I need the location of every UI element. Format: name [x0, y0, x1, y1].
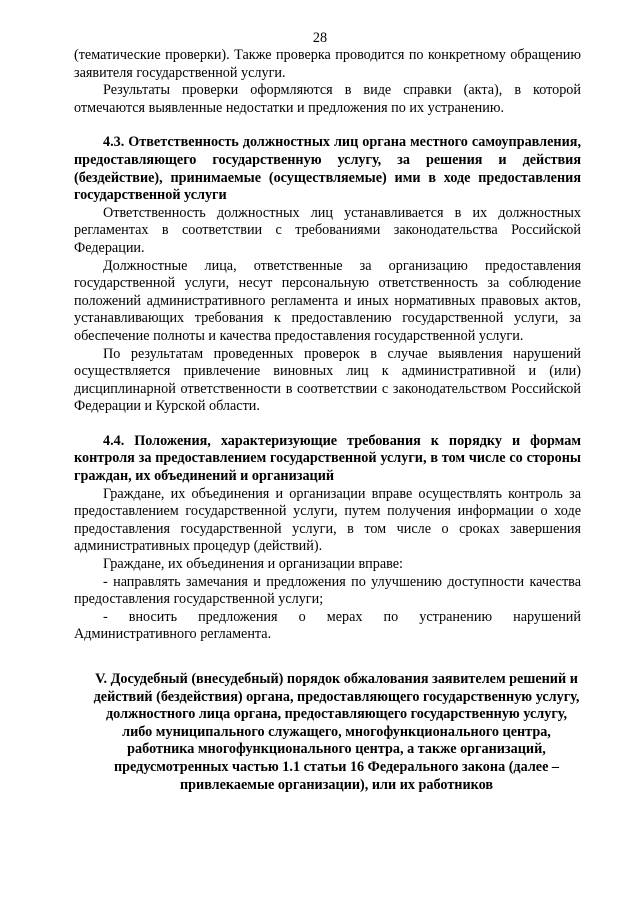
section-4-3-paragraph-1: Ответственность должностных лиц устанавливается в их должностных регламентах в соответствии с требованиями законодательства Российской Федерации. — [74, 204, 581, 256]
page-number: 28 — [312, 30, 328, 46]
paragraph-continuation: (тематические проверки). Также проверка проводится по конкретному обращению заявителя государственной услуги. — [74, 47, 581, 81]
section-4-4-paragraph-1: Граждане, их объединения и организации вправе осуществлять контроль за предоставлением государственной услуги, путем получения информации о ходе предоставления государственной услуги, в том числе о сроках завершения административных процедур (действий). — [74, 485, 581, 555]
section-4-4-heading: 4.4. Положения, характеризующие требования к порядку и формам контроля за предоставлением государственной услуги, в том числе со стороны граждан, их объединений и организаций — [74, 432, 581, 485]
section-v-title: V. Досудебный (внесудебный) порядок обжалования заявителем решений и действий (бездействия) органа, предоставляющего государственную услугу, должностного лица органа, предоставляющего государственную услугу, либо муниципального служащего, многофункционального центра, работника многофункционального центра, а также организаций, предусмотренных частью 1.1 статьи 16 Федерального закона (далее – привлекаемые организации), или их работников — [93, 671, 580, 793]
page-content — [74, 47, 581, 794]
section-4-4-paragraph-2: Граждане, их объединения и организации вправе: — [103, 556, 403, 573]
section-4-3-paragraph-3: По результатам проведенных проверок в случае выявления нарушений осуществляется привлечение виновных лиц к административной и (или) дисциплинарной ответственности в соответствии с законодательством Российской Федерации и Курской области. — [74, 345, 581, 415]
section-4-3-heading: 4.3. Ответственность должностных лиц органа местного самоуправления, предоставляющего государственную услугу, за решения и действия (бездействие), принимаемые (осуществляемые) ими в ходе предоставления государственной услуги — [74, 134, 581, 204]
section-4-4-list-item-1: - направлять замечания и предложения по улучшению доступности качества предоставления государственной услуги; — [74, 573, 581, 608]
paragraph-check-results: Результаты проверки оформляются в виде справки (акта), в которой отмечаются выявленные недостатки и предложения по их устранению. — [74, 82, 581, 116]
section-4-4-list-item-2: - вносить предложения о мерах по устранению нарушений Административного регламента. — [74, 608, 581, 643]
section-4-3-paragraph-2: Должностные лица, ответственные за организацию предоставления государственной услуги, несут персональную ответственность за соблюдение положений административного регламента и иных нормативных правовых актов, устанавливающих требования к предоставлению государственной услуги, за обеспечение полноты и качества предоставления государственной услуги. — [74, 257, 581, 344]
